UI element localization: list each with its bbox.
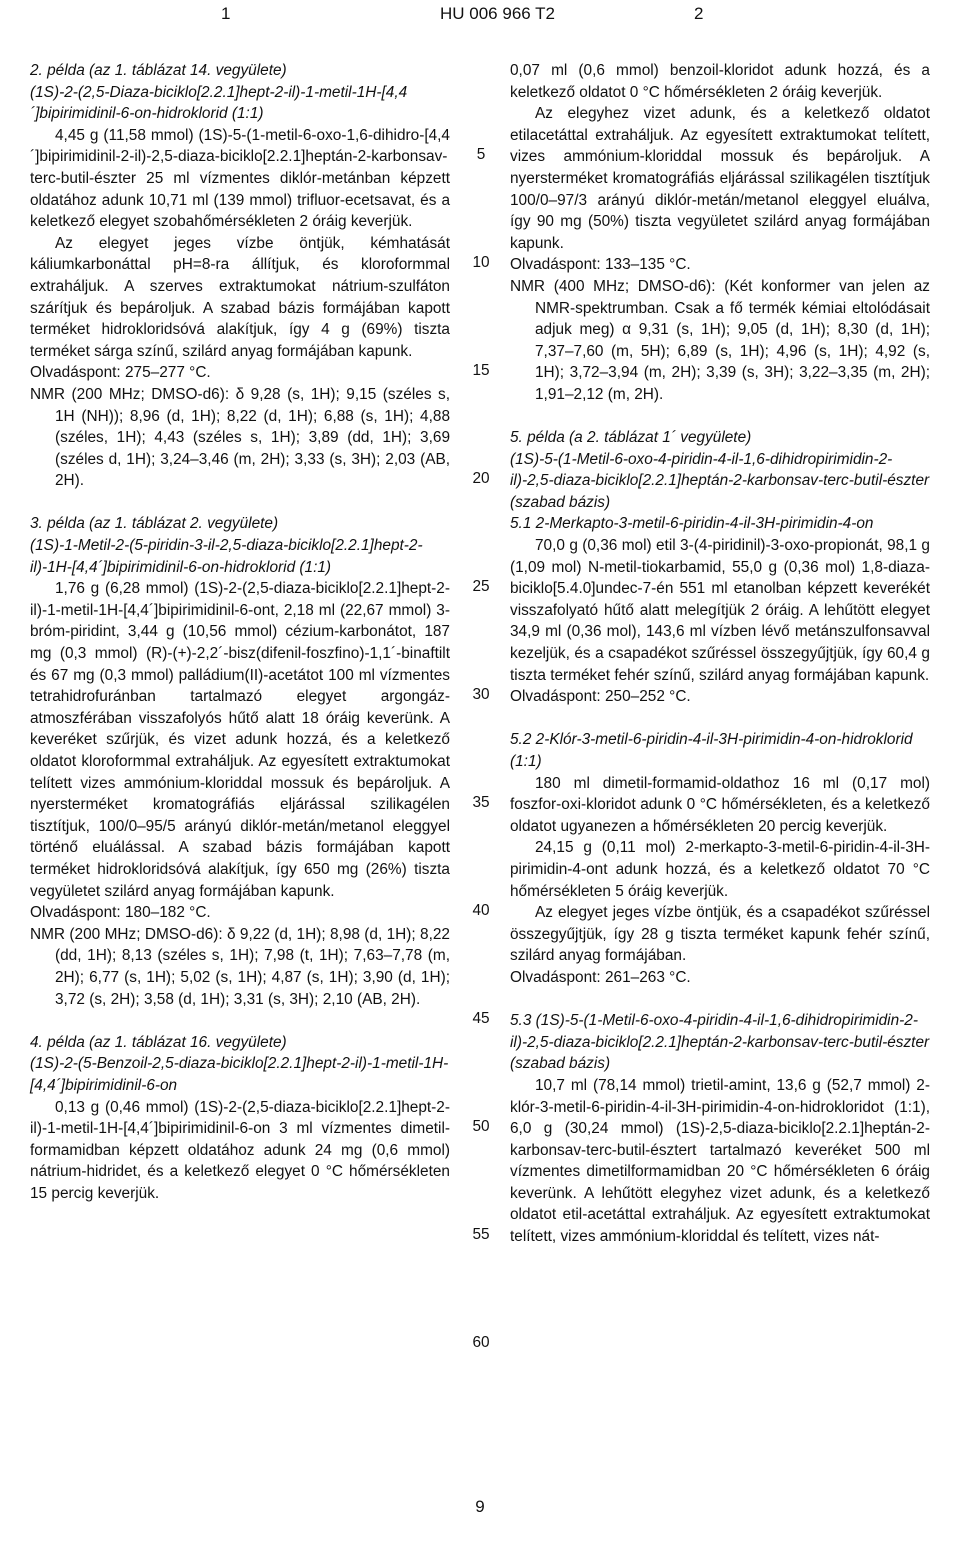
page-number: 9 (475, 1497, 485, 1516)
paragraph: 4,45 g (11,58 mmol) (1S)-5-(1-metil-6-oxo-1,6-dihidro-[4,4´]bipirimidinil-2-il)-2,5-diaza-biciklo[2.2.1]heptán-2-karbonsav-terc-butil-észter 25 ml vízmentes diklór-metánban képzett oldatához adunk 10,71 ml (139 mmol) trifluor-ecetsavat, és a keletkező elegyet szobahőmérsékleten 2 óráig keverjük. (30, 126, 450, 231)
right-column (510, 60, 930, 1248)
paragraph: 70,0 g (0,36 mol) etil 3-(4-piridinil)-3-oxo-propionát, 98,1 g (1,09 mol) N-metil-tiokarbamid, 55,0 g (0,36 mol) 1,8-diaza-biciklo[5.4.0]undec-7-én 551 ml etanolban képzett keverékét visszafolyató hűtő alatt melegítjük 2 óráig. A lehűtött elegyet 34,9 ml (0,36 mol), 143,6 ml vízben lévő metánszulfonsavval kezeljük, és a csapadékot szűréssel összegyűjtjük, így 60,4 g tiszta terméket fehér színű, szilárd anyag formájában kapunk. (510, 537, 930, 684)
section-heading: 5.3 (1S)-5-(1-Metil-6-oxo-4-piridin-4-il-1,6-dihidropirimidin-2-il)-2,5-diaza-biciklo[2.2.1]heptán-2-karbonsav-terc-butil-észter (szabad bázis) (510, 1012, 930, 1073)
left-column (30, 60, 450, 1204)
section-heading: (1S)-2-(5-Benzoil-2,5-diaza-biciklo[2.2.1]hept-2-il)-1-metil-1H-[4,4´]bipirimidinil-6-on (30, 1055, 449, 1094)
line-number: 5 (476, 146, 486, 164)
section-heading: (1S)-5-(1-Metil-6-oxo-4-piridin-4-il-1,6-dihidropirimidin-2-il)-2,5-diaza-biciklo[2.2.1]heptán-2-karbonsav-terc-butil-észter (szabad bázis) (510, 450, 930, 511)
header-right-number: 2 (694, 4, 704, 23)
paragraph: 0,13 g (0,46 mmol) (1S)-2-(2,5-diaza-biciklo[2.2.1]hept-2-il)-1-metil-1H-[4,4´]bipirimidinil-6-on 3 ml vízmentes dimetil-formamidban képzett oldatához adunk 24 mg (0,6 mmol) nátrium-hidridet, és a keletkező elegyet 0 °C hőmérsékleten 15 percig keverjük. (30, 1098, 450, 1202)
paragraph: Az elegyet jeges vízbe öntjük, és a csapadékot szűréssel összegyűjtjük, így 28 g tiszta terméket kapunk fehér színű, szilárd anyag formájában. (510, 904, 930, 965)
spacer (510, 989, 930, 1011)
line-number: 35 (472, 794, 490, 812)
page-header (0, 0, 960, 30)
paragraph: NMR (200 MHz; DMSO-d6): δ 9,28 (s, 1H); 9,15 (széles s, 1H (NH)); 8,96 (d, 1H); 8,22 (d, 1H); 6,88 (s, 1H); 4,88 (széles, 1H); 4,43 (széles s, 1H); 3,89 (dd, 1H); 3,69 (széles d, 1H); 3,24–3,46 (m, 2H); 3,33 (s, 3H); 2,03 (AB, 2H). (30, 385, 450, 490)
header-patent-number: HU 006 966 T2 (440, 4, 555, 23)
section-heading: 4. példa (az 1. táblázat 16. vegyülete) (30, 1033, 287, 1051)
paragraph: Olvadáspont: 275–277 °C. (30, 364, 211, 382)
line-number: 10 (472, 254, 490, 272)
paragraph: Az elegyhez vizet adunk, és a keletkező oldatot etilacetáttal extraháljuk. Az egyesített extraktumokat telített, vizes ammónium-kloriddal mossuk és bepároljuk. A nyersterméket kromatográfiás eljárással szilikagélen tisztítjuk 100/0–97/3 arányú diklór-metán/metanol eleggyel eluálva, így 90 mg (50%) tiszta vegyületet szilárd anyag formájában kapunk. (510, 105, 930, 252)
paragraph: Olvadáspont: 261–263 °C. (510, 968, 691, 986)
paragraph: 10,7 ml (78,14 mmol) trietil-amint, 13,6 g (52,7 mmol) 2-klór-3-metil-6-piridin-4-il-3H-pirimidin-4-on-hidrokloridot (1:1), 6,0 g (30,24 mmol) (1S)-2,5-diaza-biciklo[2.2.1]heptán-2-karbonsav-terc-butil-észtert tartalmazó keveréket 500 ml vízmentes dimetilformamidban 20 °C hőmérsékleten 6 óráig keverünk. A lehűtött elegyhez vizet adunk, és a keletkező oldatot etil-acetáttal extraháljuk. Az egyesített extraktumokat telített, vizes ammónium-kloriddal és telített, vizes nát- (510, 1076, 930, 1246)
spacer (510, 406, 930, 428)
header-left-number: 1 (221, 4, 231, 23)
paragraph: 24,15 g (0,11 mol) 2-merkapto-3-metil-6-piridin-4-il-3H-pirimidin-4-ont adunk hozzá, és a keletkező oldatot 70 °C hőmérsékleten 5 óráig keverjük. (510, 839, 930, 900)
section-heading: 2. példa (az 1. táblázat 14. vegyülete) (30, 62, 287, 79)
paragraph: Az elegyet jeges vízbe öntjük, kémhatását káliumkarbonáttal pH=8-ra állítjuk, és kloroformmal extraháljuk. A szerves extraktumokat nátrium-szulfáton szárítjuk és bepároljuk. A szabad bázis formájában kapott terméket hidrokloridsóvá alakítjuk, így 4 g (69%) tiszta terméket sárga színű, szilárd anyag formájában kapunk. (30, 234, 450, 360)
paragraph: 0,07 ml (0,6 mmol) benzoil-kloridot adunk hozzá, és a keletkező oldatot 0 °C hőmérsékleten 2 óráig keverjük. (510, 62, 930, 101)
section-heading: 3. példa (az 1. táblázat 2. vegyülete) (30, 515, 279, 533)
spacer (30, 1010, 450, 1032)
paragraph: NMR (400 MHz; DMSO-d6): (Két konformer van jelen az NMR-spektrumban. Csak a fő termék kémiai eltolódásait adjuk meg) α 9,31 (s, 1H); 9,05 (d, 1H); 8,30 (d, 1H); 7,37–7,60 (m, 5H); 6,89 (s, 1H); 4,96 (s, 1H); 4,92 (s, 1H); 3,72–3,94 (m, 2H); 3,39 (s, 3H); 3,22–3,35 (m, 2H); 1,91–2,12 (m, 2H). (510, 277, 930, 403)
line-number: 15 (472, 362, 490, 380)
paragraph: 1,76 g (6,28 mmol) (1S)-2-(2,5-diaza-biciklo[2.2.1]hept-2-il)-1-metil-1H-[4,4´]bipirimidinil-6-ont, 2,18 ml (22,67 mmol) 3-bróm-piridint, 3,44 g (10,56 mmol) cézium-karbonátot, 187 mg (0,3 mmol) (R)-(+)-2,2´-bisz(difenil-foszfino)-1,1´-binaftilt és 67 mg (0,3 mmol) palládium(II)-acetátot 100 ml vízmentes tetrahidrofuránban tartalmazó elegyet argongáz-atmoszférában visszafolyós hűtő alatt 18 óráig keverünk. A keveréket szűrjük, és vizet adunk hozzá, és a keletkező oldatot kloroformmal extraháljuk. Az egyesített extraktumokat telített vizes ammónium-kloriddal mossuk és bepároljuk. A nyersterméket kromatográfiás eljárással szilikagélen tisztítjuk, 100/0–95/5 arányú diklór-metán/metanol eleggyel történő eluálással. A szabad bázis formájában kapott terméket hidrokloridsóvá alakítjuk, így 650 mg (26%) tiszta vegyületet szilárd anyag formájában kapunk. (30, 580, 450, 900)
section-heading: 5.2 2-Klór-3-metil-6-piridin-4-il-3H-pirimidin-4-on-hidroklorid (1:1) (510, 731, 913, 770)
paragraph: NMR (200 MHz; DMSO-d6): δ 9,22 (d, 1H); 8,98 (d, 1H); 8,22 (dd, 1H); 8,13 (széles s, 1H); 7,98 (t, 1H); 7,63–7,78 (m, 2H); 6,77 (s, 1H); 5,02 (s, 1H); 4,87 (s, 1H); 3,90 (d, 1H); 3,72 (s, 2H); 3,58 (d, 1H); 3,31 (s, 3H); 2,10 (AB, 2H). (30, 925, 450, 1008)
section-heading: 5.1 2-Merkapto-3-metil-6-piridin-4-il-3H-pirimidin-4-on (510, 515, 874, 533)
paragraph: 180 ml dimetil-formamid-oldathoz 16 ml (0,17 mol) foszfor-oxi-kloridot adunk 0 °C hőmérsékleten, és a keletkező oldatot ugyanezen a hőmérsékleten 20 percig keverjük. (510, 774, 930, 835)
section-heading: (1S)-1-Metil-2-(5-piridin-3-il-2,5-diaza-biciklo[2.2.1]hept-2-il)-1H-[4,4´]bipirimidinil-6-on-hidroklorid (1:1) (30, 537, 423, 576)
line-number: 40 (472, 902, 490, 920)
line-number: 25 (472, 578, 490, 596)
paragraph: Olvadáspont: 133–135 °C. (510, 256, 691, 274)
spacer (30, 492, 450, 514)
line-number: 20 (472, 470, 490, 488)
section-heading: (1S)-2-(2,5-Diaza-biciklo[2.2.1]hept-2-il)-1-metil-1H-[4,4´]bipirimidinil-6-on-hidroklorid (1:1) (30, 83, 408, 123)
line-number: 30 (472, 686, 490, 704)
section-heading: 5. példa (a 2. táblázat 1´ vegyülete) (510, 429, 752, 447)
line-number: 45 (472, 1010, 490, 1028)
spacer (510, 708, 930, 730)
line-number: 50 (472, 1118, 490, 1136)
paragraph: Olvadáspont: 180–182 °C. (30, 904, 211, 922)
line-number: 60 (472, 1334, 490, 1352)
paragraph: Olvadáspont: 250–252 °C. (510, 688, 691, 706)
line-number: 55 (472, 1226, 490, 1244)
page-footer (0, 1497, 960, 1517)
